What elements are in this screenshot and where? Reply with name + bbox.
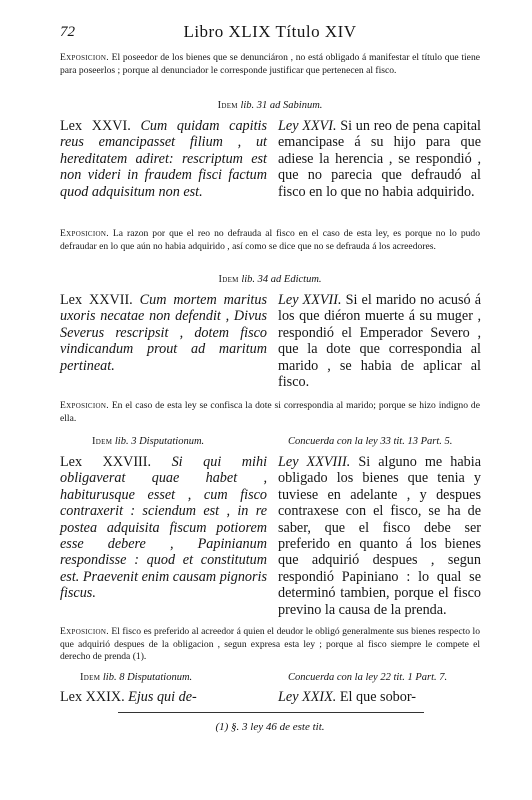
heading-reference: lib. 31 ad Sabinum. (240, 100, 323, 111)
section-heading (60, 274, 480, 285)
exposicion-paragraph (60, 228, 480, 253)
ley-number: Ley XXVII. (278, 292, 342, 308)
exposicion-label: Exposicion. (60, 400, 109, 411)
lex-number: Lex XXVII. (60, 292, 133, 308)
latin-text: Cum quidam capitis reus emancipasset filium , ut hereditatem adiret: rescriptum est non videri in fraudem fisci factum quod adquisitum non est. (60, 118, 267, 200)
heading-reference: lib. 34 ad Edictum. (241, 274, 322, 285)
exposicion-text: La razon por que el reo no defrauda al fisco en el caso de esta ley, es porque no lo pudo defraudar en lo que aún no habia adquirido , así como se dice que no se defrauda á los acreedores. (60, 228, 481, 252)
exposicion-paragraph (60, 52, 480, 77)
spanish-column (278, 454, 481, 618)
latin-column (60, 689, 267, 705)
exposicion-paragraph (60, 400, 480, 425)
exposicion-label: Exposicion. (60, 52, 109, 63)
latin-column (60, 454, 267, 602)
lex-number: Lex XXVIII. (60, 454, 152, 470)
exposicion-text: En el caso de esta ley se confisca la dote si correspondia al marido; porque se hizo indigno de ella. (60, 400, 480, 424)
ley-number: Ley XXIX. (278, 689, 337, 705)
spanish-column (278, 689, 481, 705)
latin-text: Ejus qui de- (128, 689, 197, 705)
lex-number: Lex XXVI. (60, 118, 131, 134)
section-heading-left (80, 672, 192, 683)
heading-author: Idem (217, 100, 238, 111)
exposicion-label: Exposicion. (60, 626, 109, 637)
exposicion-label: Exposicion. (60, 228, 109, 239)
concordance-heading: Concuerda con la ley 22 tit. 1 Part. 7. (288, 672, 448, 683)
concordance-heading: Concuerda con la ley 33 tit. 13 Part. 5. (288, 436, 453, 447)
exposicion-paragraph (60, 626, 480, 664)
section-heading (60, 100, 480, 111)
latin-text: Si qui mihi obligaverat quae habet , habiturusque esset , cum fisco contraxerit : sciendum est , in re postea adquisita fiscum potiorem esse debere , Papinianum respondisse : quod et constitutum est. Praevenit enim causam pignoris fiscus. (60, 454, 268, 602)
spanish-text: Si alguno me habia obligado los bienes que tenia y tuviese en adelante , y despues contraxese con el fisco, se ha de saber, que el fisco debe ser preferido en quanto á los bienes que adquirió despues , segun respondió Papiniano : lo qual se determinó tambien, porque el fisco previno la causa de la prenda. (278, 454, 481, 618)
spanish-column (278, 292, 481, 390)
heading-author: Idem (92, 436, 113, 447)
ley-number: Ley XXVIII. (278, 454, 351, 470)
heading-author: Idem (218, 274, 239, 285)
spanish-column (278, 118, 481, 200)
heading-reference: lib. 3 Disputationum. (114, 436, 205, 447)
heading-author: Idem (80, 672, 101, 683)
ley-number: Ley XXVI. (278, 118, 337, 134)
latin-column (60, 292, 267, 374)
spanish-text: Si el marido no acusó á los que diéron muerte á su muger , respondió el Emperador Severo , que la dote que correspondia al marido , se habia de aplicar al fisco. (278, 292, 482, 391)
exposicion-text: El fisco es preferido al acreedor á quien el deudor le obligó generalmente sus bienes respecto lo que adquirió despues de la obligacion , segun expresa esta ley ; porque al fisco siempre le compete el derecho de prenda (1). (60, 626, 480, 662)
section-heading-left (92, 436, 204, 447)
exposicion-text: El poseedor de los bienes que se denunciáron , no está obligado á manifestar el título que tiene para poseerlos ; porque al denunciador le corresponde justificar que pertenecen al fisco. (60, 52, 480, 76)
page-number: 72 (60, 24, 75, 40)
heading-reference: lib. 8 Disputationum. (102, 672, 193, 683)
spanish-text: Si un reo de pena capital emancipase á su hijo para que adiese la herencia , se respondió , que no parecia que defraudó al fisco en lo que no habia adquirido. (278, 118, 482, 200)
lex-number: Lex XXIX. (60, 689, 125, 705)
latin-column (60, 118, 267, 200)
spanish-text: El que sobor- (339, 689, 417, 705)
footnote: (1) §. 3 ley 46 de este tit. (215, 721, 325, 733)
page-title: Libro XLIX Título XIV (183, 22, 357, 41)
page-header (60, 22, 480, 46)
footnote-rule (118, 712, 424, 713)
latin-text: Cum mortem maritus uxoris necatae non defendit , Divus Severus rescripsit , dotem fisco vindicandum prout ad maritum pertineat. (60, 292, 267, 374)
